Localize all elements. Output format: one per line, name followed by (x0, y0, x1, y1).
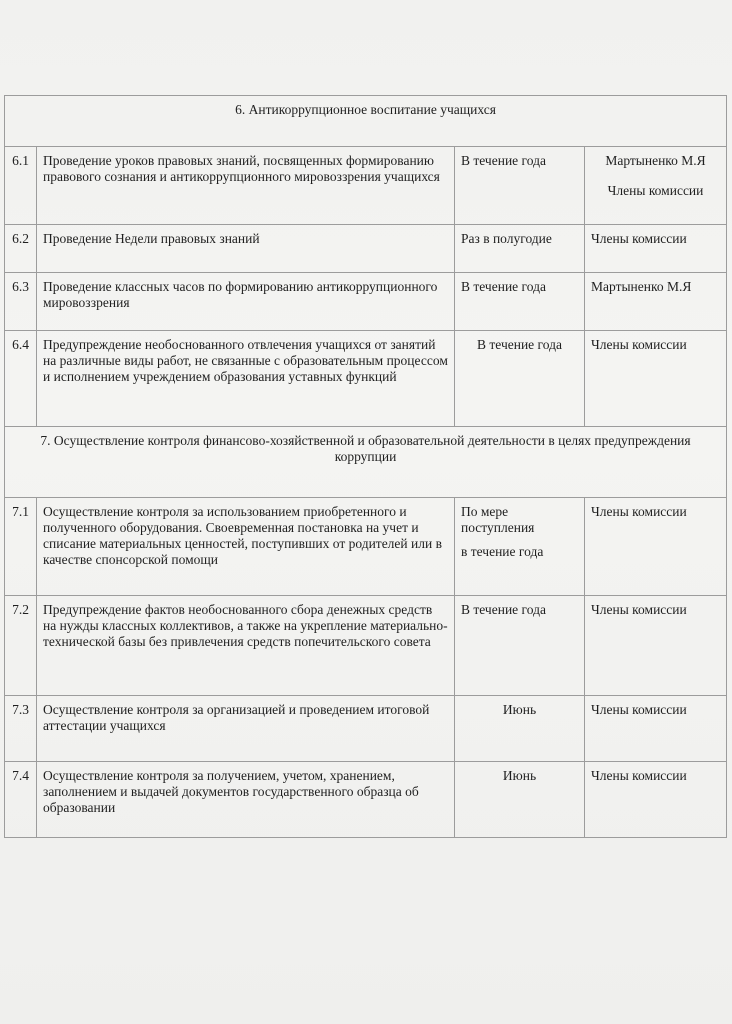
section-header-row (5, 96, 727, 147)
timing-cell (455, 696, 585, 762)
timing-text: В течение года (461, 279, 546, 294)
table-row (5, 498, 727, 596)
responsible-cell (585, 331, 727, 427)
item-number: 7.4 (5, 762, 37, 838)
timing-text: По мере поступления (461, 504, 535, 535)
timing-text: Июнь (502, 702, 537, 717)
item-number: 7.3 (5, 696, 37, 762)
table-row (5, 762, 727, 838)
activity-cell: Проведение уроков правовых знаний, посвященных формированию правового сознания и антикоррупционного мировоззрения учащихся (37, 147, 455, 225)
timing-cell (455, 596, 585, 696)
responsible-cell (585, 498, 727, 596)
responsible-name: Члены комиссии (591, 768, 687, 783)
responsible-cell (585, 762, 727, 838)
responsible-name: Члены комиссии (591, 231, 687, 246)
table-row (5, 596, 727, 696)
activity-cell: Предупреждение фактов необоснованного сбора денежных средств на нужды классных коллективов, а также на укрепление материально-технической базы без привлечения средств попечительского совета (37, 596, 455, 696)
timing-cell (455, 147, 585, 225)
timing-cell (455, 331, 585, 427)
item-number: 6.4 (5, 331, 37, 427)
item-number: 6.2 (5, 225, 37, 273)
timing-text: В течение года (477, 337, 562, 352)
activity-cell: Проведение Недели правовых знаний (37, 225, 455, 273)
responsible-name: Мартыненко М.Я (591, 279, 692, 294)
activity-cell: Осуществление контроля за получением, учетом, хранением, заполнением и выдачей документов государственного образца об образовании (37, 762, 455, 838)
anticorruption-plan-table (4, 95, 727, 838)
item-number: 6.3 (5, 273, 37, 331)
activity-cell: Осуществление контроля за использованием приобретенного и полученного оборудования. Своевременная постановка на учет и списание материальных ценностей, поступивших от родителей или в качестве спонсорской помощи (37, 498, 455, 596)
timing-text: В течение года (461, 153, 546, 168)
table-row (5, 147, 727, 225)
section-title: 7. Осуществление контроля финансово-хозяйственной и образовательной деятельности в целях предупреждения коррупции (5, 427, 727, 498)
table-row (5, 331, 727, 427)
section-title: 6. Антикоррупционное воспитание учащихся (5, 96, 727, 147)
responsible-cell (585, 273, 727, 331)
item-number: 6.1 (5, 147, 37, 225)
item-number: 7.1 (5, 498, 37, 596)
timing-cell (455, 762, 585, 838)
responsible-name: Члены комиссии (607, 183, 704, 198)
table-row (5, 273, 727, 331)
timing-cell (455, 498, 585, 596)
item-number: 7.2 (5, 596, 37, 696)
activity-cell: Проведение классных часов по формированию антикоррупционного мировоззрения (37, 273, 455, 331)
responsible-name: Члены комиссии (591, 602, 687, 617)
timing-text: в течение года (461, 544, 544, 559)
responsible-name: Члены комиссии (591, 337, 687, 352)
section-header-row (5, 427, 727, 498)
responsible-name: Члены комиссии (591, 702, 687, 717)
responsible-cell (585, 596, 727, 696)
timing-cell (455, 225, 585, 273)
timing-cell (455, 273, 585, 331)
timing-text: Июнь (502, 768, 537, 783)
responsible-name: Члены комиссии (591, 504, 687, 519)
responsible-cell (585, 147, 727, 225)
timing-text: В течение года (461, 602, 546, 617)
table-row (5, 225, 727, 273)
responsible-cell (585, 696, 727, 762)
activity-cell: Осуществление контроля за организацией и проведением итоговой аттестации учащихся (37, 696, 455, 762)
activity-cell: Предупреждение необоснованного отвлечения учащихся от занятий на различные виды работ, не связанные с образовательным процессом и исполнением учреждением образования уставных функций (37, 331, 455, 427)
responsible-name: Мартыненко М.Я (605, 153, 706, 168)
timing-text: Раз в полугодие (461, 231, 552, 246)
responsible-cell (585, 225, 727, 273)
table-row (5, 696, 727, 762)
